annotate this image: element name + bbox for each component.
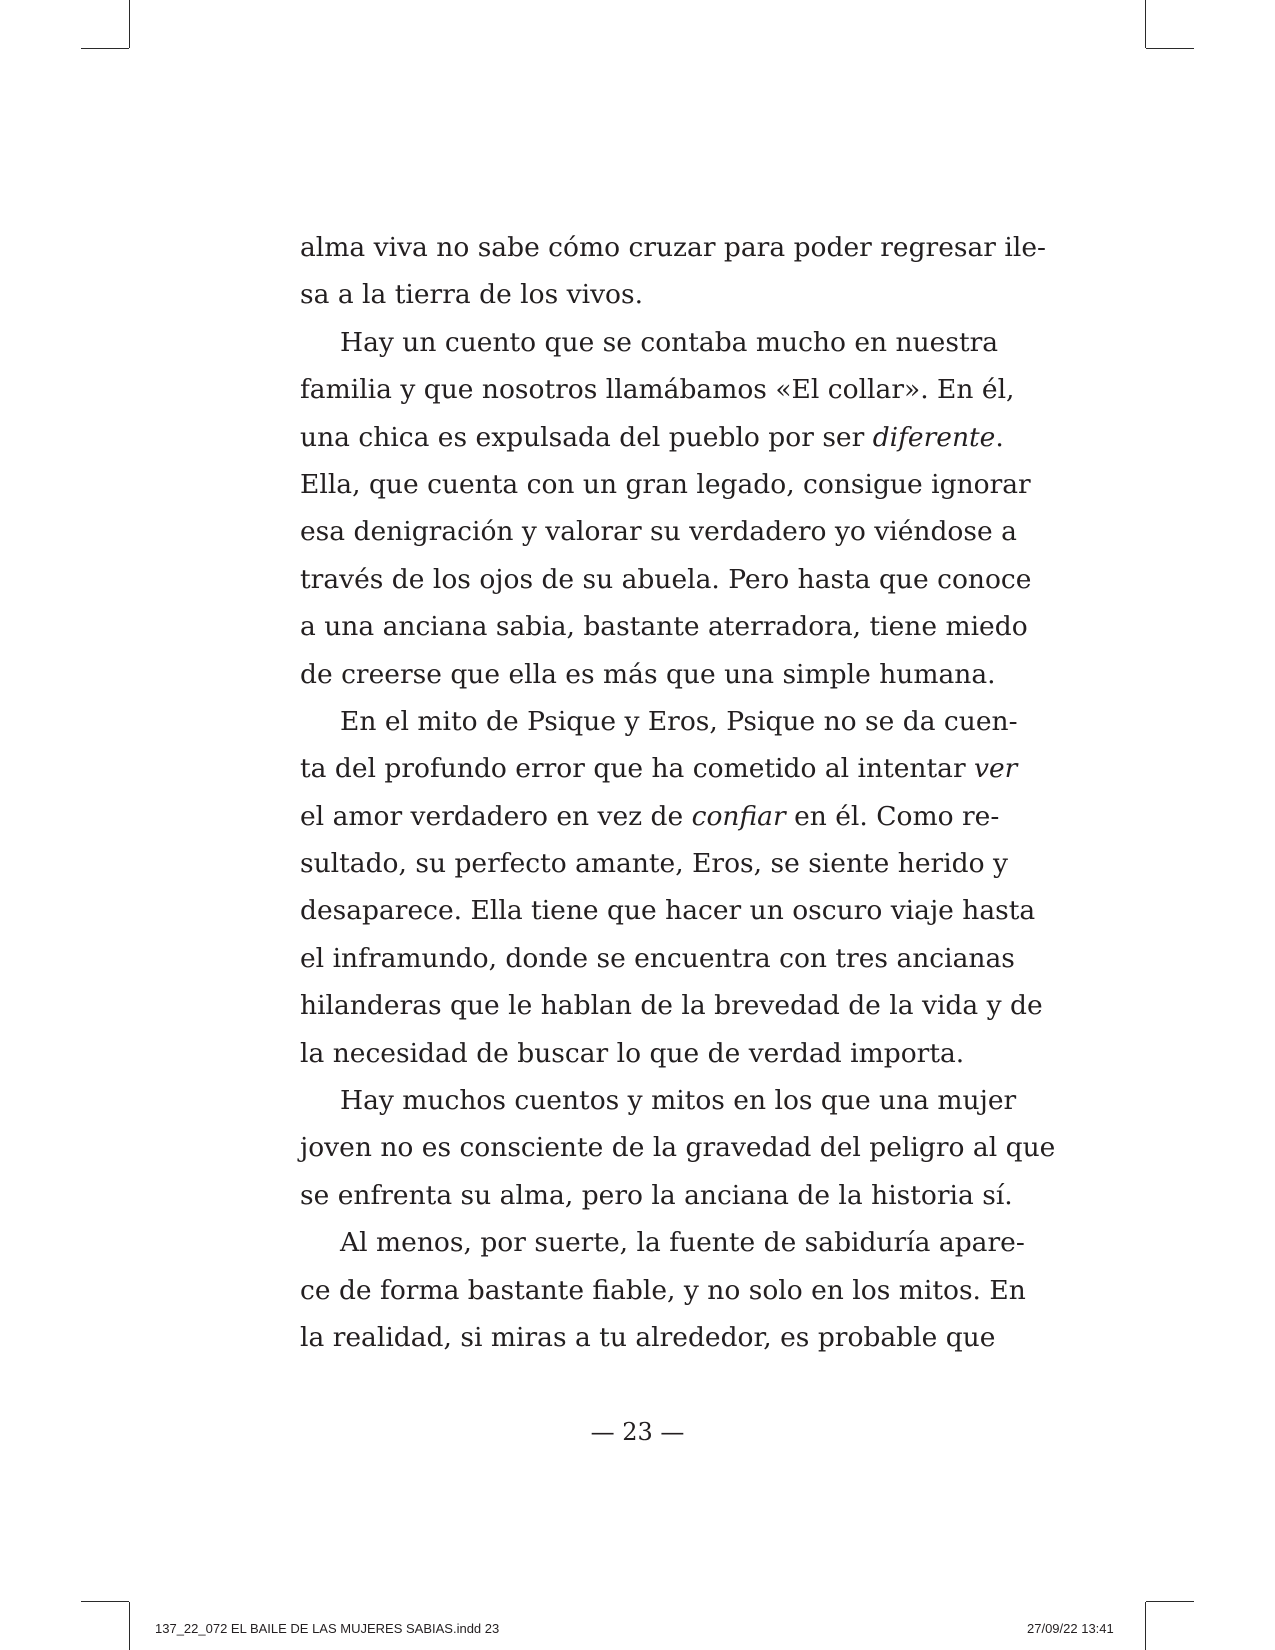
text-line [300, 935, 1015, 982]
print-slug-date: 27/09/22 13:41 [1027, 1621, 1114, 1636]
crop-mark-bottom-left-horizontal [81, 1601, 129, 1602]
text-segment: en él. Como re- [785, 800, 1000, 832]
crop-mark-bottom-right-vertical [1145, 1602, 1146, 1650]
text-line [300, 698, 1018, 745]
text-segment: ce de forma bastante fiable, y no solo en los mitos. En [300, 1274, 1026, 1306]
italic-text: confiar [691, 800, 786, 832]
crop-mark-top-left-horizontal [81, 48, 129, 49]
text-line [300, 982, 1043, 1029]
text-segment: desaparece. Ella tiene que hacer un oscuro viaje hasta [300, 895, 1036, 927]
text-line [300, 1077, 1017, 1124]
text-line [300, 1267, 1026, 1314]
body-text [300, 224, 1056, 1361]
text-line [300, 1030, 973, 1077]
text-segment: alma viva no sabe cómo cruzar para poder regresar ile- [300, 232, 1046, 263]
text-line [300, 840, 1008, 887]
text-line [300, 1219, 1025, 1266]
text-segment: Al menos, por suerte, la fuente de sabiduría apare- [340, 1227, 1025, 1259]
italic-text: ver [974, 753, 1018, 785]
text-segment: el inframundo, donde se encuentra con tres ancianas [300, 942, 1015, 974]
text-segment: familia y que nosotros llamábamos «El collar». En él, [300, 374, 1015, 406]
text-segment: . [995, 421, 1004, 453]
text-segment: En el mito de Psique y Eros, Psique no se da cuen- [340, 705, 1018, 737]
crop-mark-bottom-left-vertical [129, 1602, 130, 1650]
text-line [300, 556, 1032, 603]
text-segment: hilanderas que le hablan de la brevedad de la vida y de [300, 990, 1043, 1022]
italic-text: diferente [872, 421, 996, 453]
text-line [300, 887, 1036, 934]
text-line [300, 1172, 1013, 1219]
crop-mark-bottom-right-horizontal [1146, 1601, 1194, 1602]
text-line [300, 461, 1031, 508]
text-segment: a una anciana sabia, bastante aterradora, tiene miedo [300, 611, 1028, 643]
text-segment: Ella, que cuenta con un gran legado, consigue ignorar [300, 468, 1031, 500]
text-line [300, 745, 1018, 792]
text-segment: Hay un cuento que se contaba mucho en nuestra [340, 326, 999, 358]
crop-mark-top-left-vertical [129, 0, 130, 48]
crop-mark-top-right-horizontal [1146, 48, 1194, 49]
text-line [300, 603, 1028, 650]
page-number: — 23 — [590, 1418, 685, 1446]
text-segment: de creerse que ella es más que una simple humana. [300, 658, 996, 690]
text-segment: el amor verdadero en vez de [300, 800, 692, 832]
text-line [300, 651, 996, 698]
text-segment: través de los ojos de su abuela. Pero hasta que conoce [300, 563, 1032, 595]
text-segment: ta del profundo error que ha cometido al intentar [300, 753, 975, 785]
text-segment: Hay muchos cuentos y mitos en los que una mujer [340, 1085, 1017, 1117]
crop-mark-top-right-vertical [1145, 0, 1146, 48]
text-line [300, 271, 973, 318]
text-line [300, 366, 1015, 413]
text-line [300, 414, 1004, 461]
text-segment: una chica es expulsada del pueblo por ser [300, 421, 873, 453]
text-segment: se enfrenta su alma, pero la anciana de la historia sí. [300, 1179, 1013, 1211]
text-segment: sultado, su perfecto amante, Eros, se siente herido y [300, 848, 1008, 880]
text-segment: la necesidad de buscar lo que de verdad importa. [300, 1037, 965, 1069]
text-line [300, 793, 1000, 840]
text-segment: la realidad, si miras a tu alrededor, es probable que [300, 1321, 996, 1353]
text-segment: joven no es consciente de la gravedad del peligro al que [300, 1132, 1056, 1164]
text-segment: sa a la tierra de los vivos. [300, 279, 644, 311]
text-line [300, 508, 1017, 555]
print-slug-filename: 137_22_072 EL BAILE DE LAS MUJERES SABIAS.indd 23 [155, 1621, 500, 1636]
text-line [300, 319, 999, 366]
text-line [300, 1124, 1056, 1171]
text-segment: esa denigración y valorar su verdadero yo viéndose a [300, 516, 1017, 548]
text-line [300, 1314, 996, 1361]
text-line [300, 224, 1046, 271]
